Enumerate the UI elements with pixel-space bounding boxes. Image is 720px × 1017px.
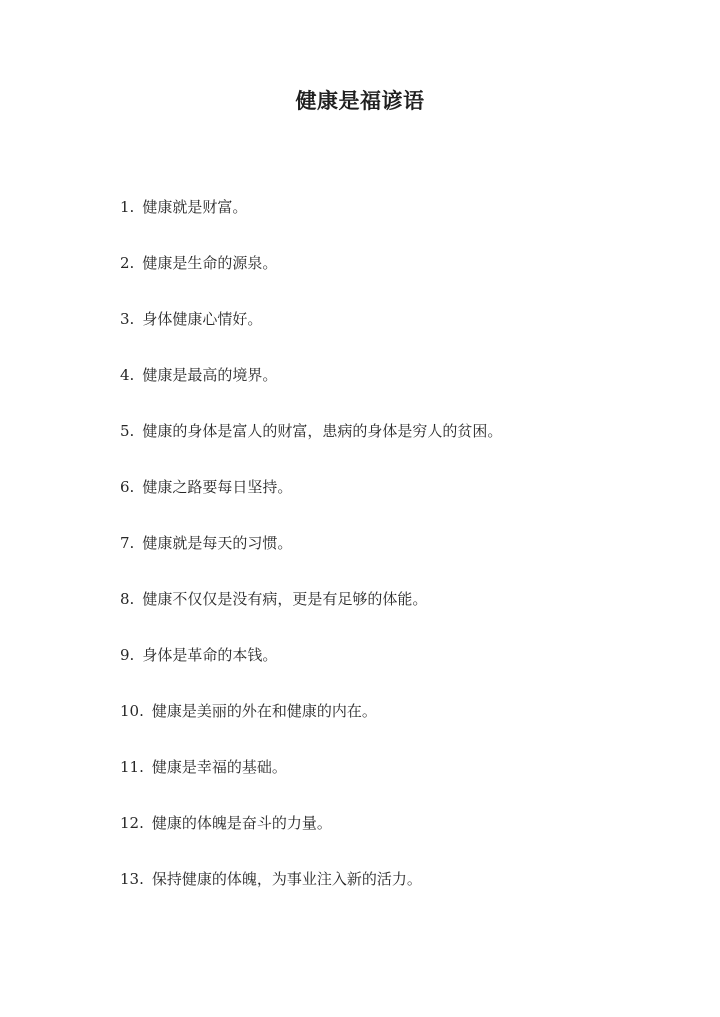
list-item-text: 健康是美丽的外在和健康的内在。 bbox=[151, 702, 377, 720]
list-item bbox=[120, 642, 680, 698]
list-item bbox=[120, 586, 680, 642]
list-item-number: 11. bbox=[120, 758, 144, 776]
list-item-number: 4. bbox=[120, 366, 135, 384]
list-item bbox=[120, 362, 680, 418]
proverb-list bbox=[120, 194, 680, 922]
list-item-text: 保持健康的体魄，为事业注入新的活力。 bbox=[151, 870, 422, 888]
list-item-number: 7. bbox=[120, 534, 135, 552]
list-item bbox=[120, 194, 680, 250]
list-item-number: 1. bbox=[120, 198, 135, 216]
list-item-number: 12. bbox=[120, 814, 144, 832]
list-item-text: 健康的体魄是奋斗的力量。 bbox=[151, 814, 332, 832]
list-item-number: 8. bbox=[120, 590, 135, 608]
page-title: 健康是福谚语 bbox=[295, 88, 425, 113]
list-item-text: 健康的身体是富人的财富，患病的身体是穷人的贫困。 bbox=[142, 422, 503, 440]
list-item-text: 身体是革命的本钱。 bbox=[142, 646, 278, 664]
list-item-number: 6. bbox=[120, 478, 135, 496]
list-item bbox=[120, 306, 680, 362]
list-item-number: 9. bbox=[120, 646, 135, 664]
list-item-number: 2. bbox=[120, 254, 135, 272]
list-item-text: 健康就是每天的习惯。 bbox=[142, 534, 293, 552]
list-item bbox=[120, 250, 680, 306]
list-item bbox=[120, 754, 680, 810]
list-item-text: 健康是最高的境界。 bbox=[142, 366, 278, 384]
list-item bbox=[120, 866, 680, 922]
list-item bbox=[120, 530, 680, 586]
list-item-text: 健康是幸福的基础。 bbox=[151, 758, 287, 776]
list-item-text: 健康不仅仅是没有病，更是有足够的体能。 bbox=[142, 590, 428, 608]
list-item-text: 身体健康心情好。 bbox=[142, 310, 263, 328]
list-item bbox=[120, 698, 680, 754]
list-item-number: 10. bbox=[120, 702, 144, 720]
list-item-text: 健康之路要每日坚持。 bbox=[142, 478, 293, 496]
list-item bbox=[120, 418, 680, 474]
list-item-number: 13. bbox=[120, 870, 144, 888]
list-item-number: 5. bbox=[120, 422, 135, 440]
list-item-text: 健康就是财富。 bbox=[142, 198, 248, 216]
list-item-number: 3. bbox=[120, 310, 135, 328]
list-item bbox=[120, 474, 680, 530]
list-item-text: 健康是生命的源泉。 bbox=[142, 254, 278, 272]
list-item bbox=[120, 810, 680, 866]
